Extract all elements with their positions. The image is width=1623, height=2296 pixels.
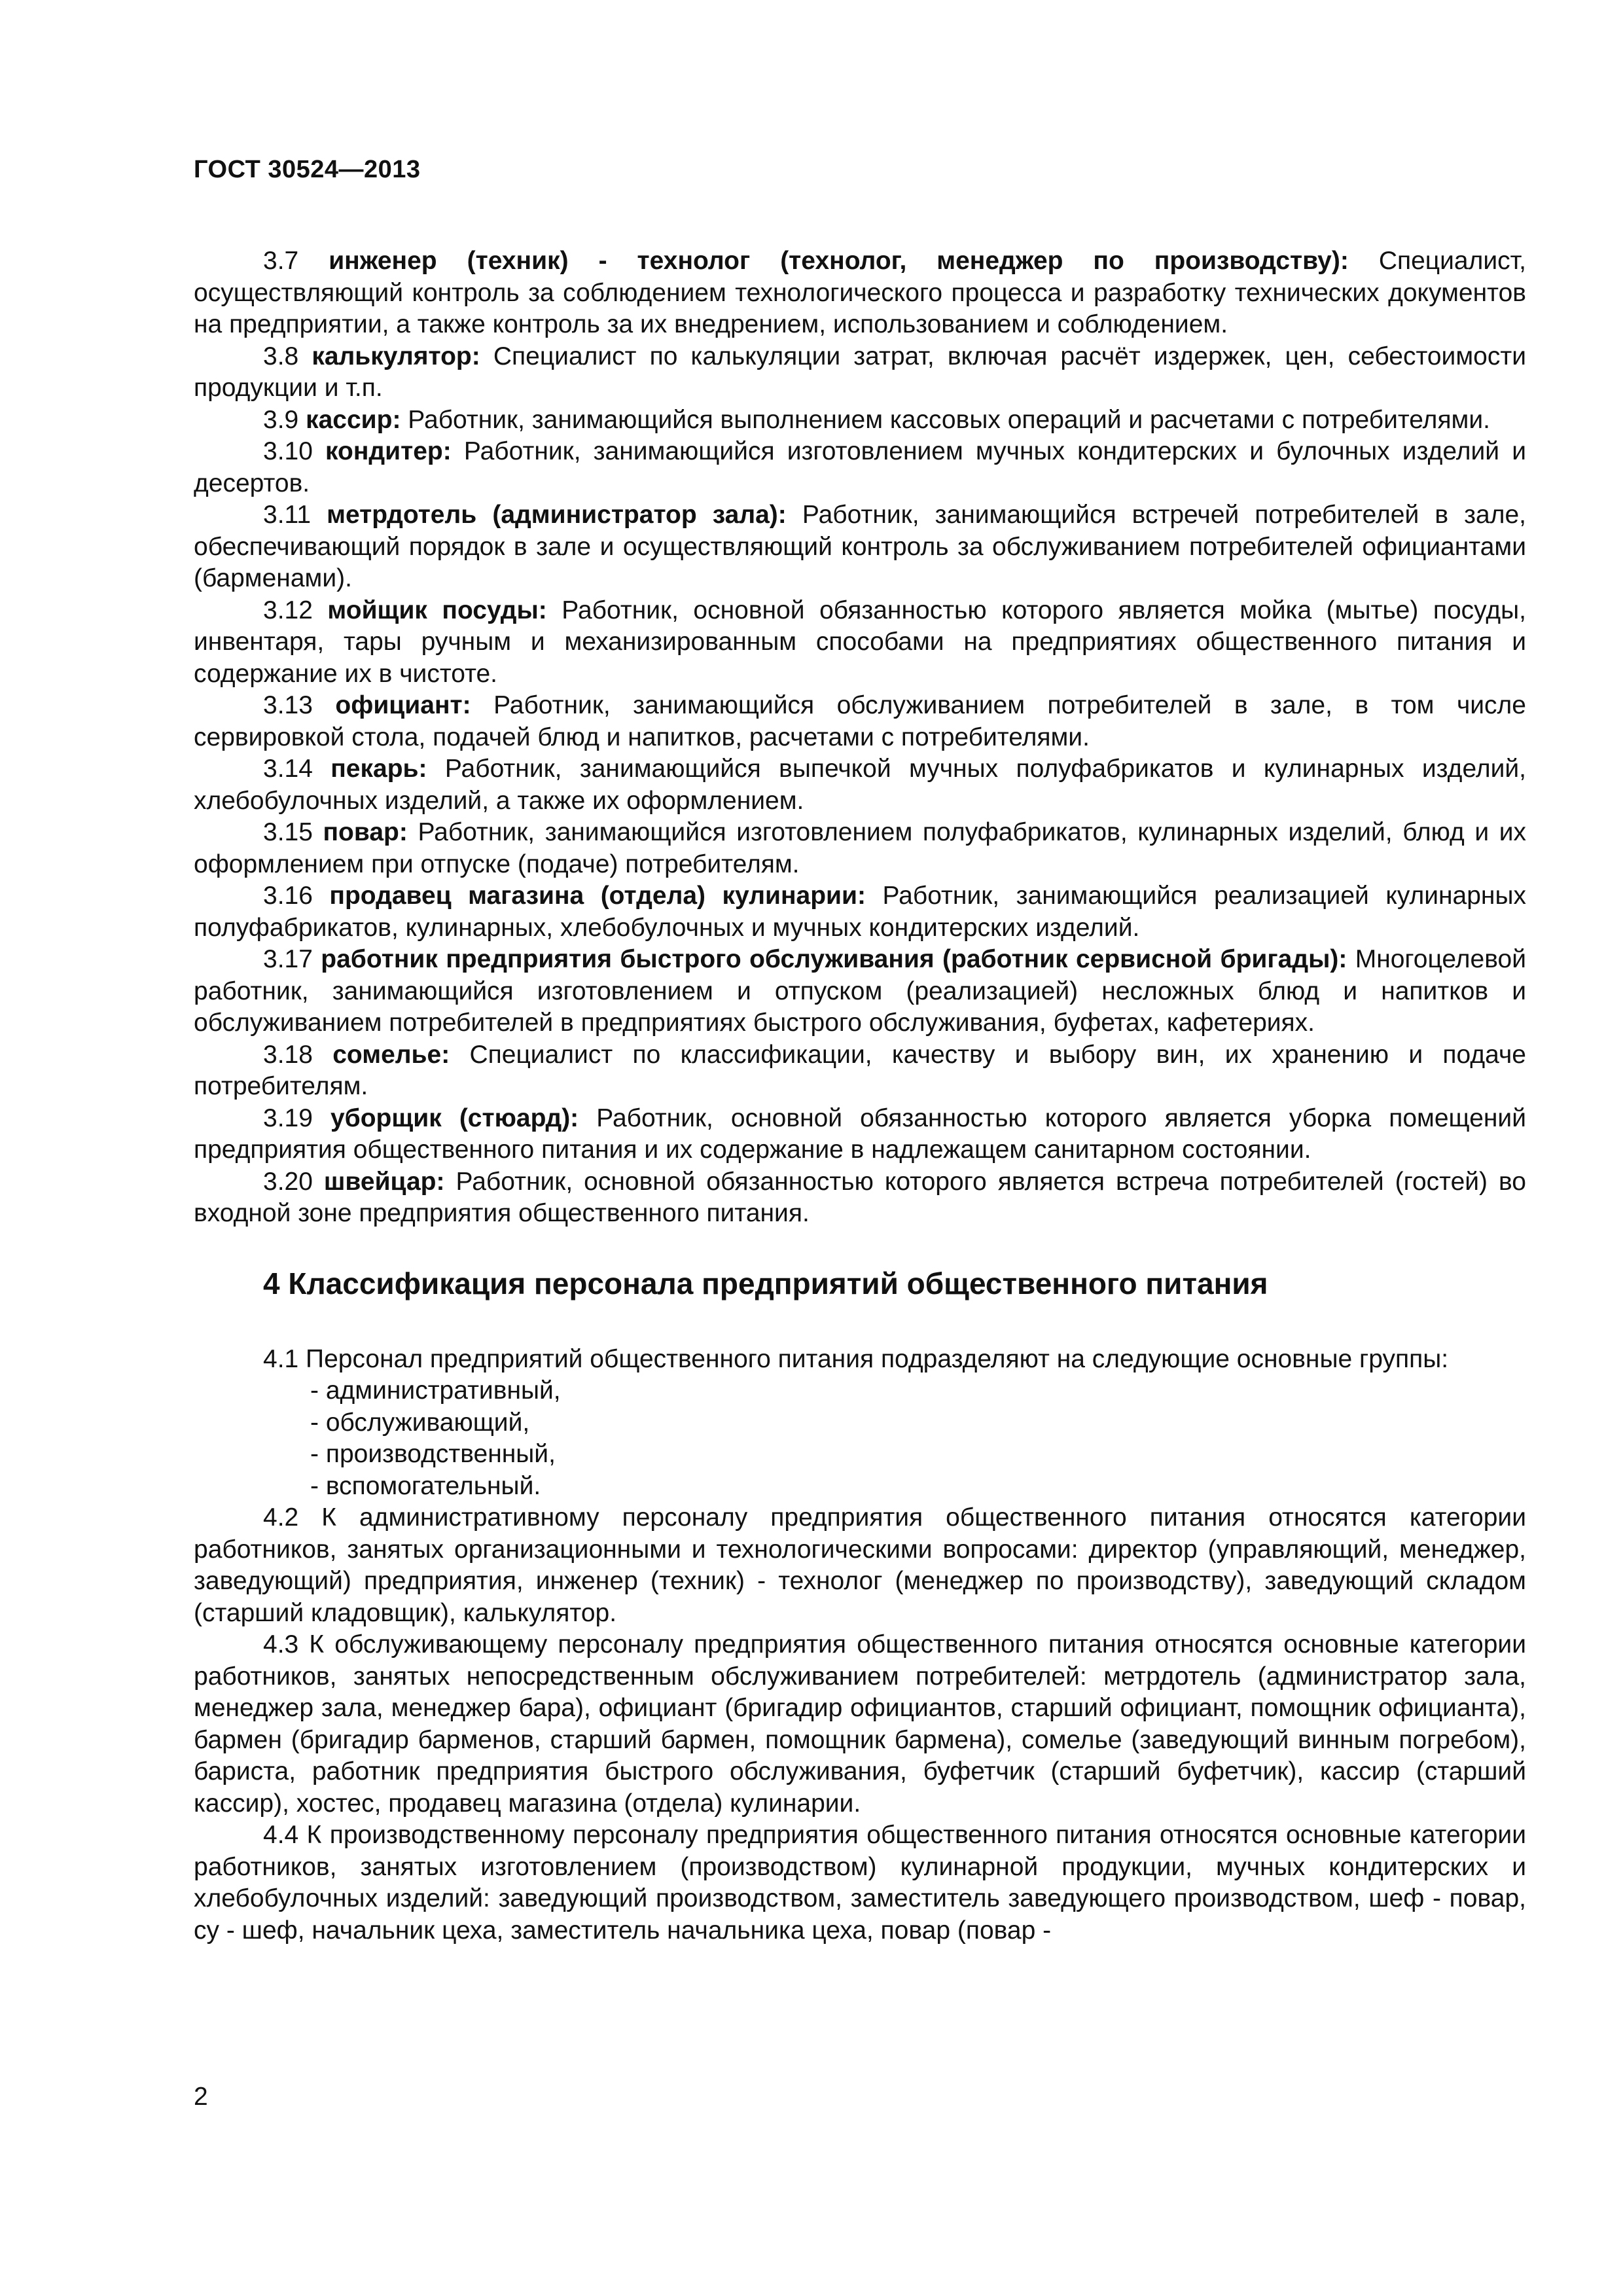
definition-number: 3.10 — [263, 437, 313, 465]
definition-3-11 — [194, 499, 1526, 595]
definition-3-18 — [194, 1039, 1526, 1103]
definition-number: 3.12 — [263, 596, 313, 624]
page-number: 2 — [194, 2083, 208, 2111]
definition-term: швейцар: — [323, 1167, 445, 1196]
personnel-groups-list — [194, 1375, 1526, 1502]
list-item: - вспомогательный. — [310, 1471, 541, 1500]
definition-text: Работник, основной обязанностью которого является мойка (мытье) посуды, инвентаря, тары ручным и механизированным способами на предприятиях общественного питания и содержание их в чистоте. — [194, 596, 1526, 688]
definition-term: уборщик (стюард): — [330, 1103, 579, 1132]
definition-term: повар: — [323, 818, 408, 846]
definition-number: 3.15 — [263, 818, 313, 846]
definition-term: сомелье: — [332, 1040, 450, 1069]
definition-number: 3.13 — [263, 691, 313, 719]
list-item: - обслуживающий, — [310, 1408, 530, 1437]
definition-3-14 — [194, 753, 1526, 817]
definition-text: Работник, занимающийся изготовлением полуфабрикатов, кулинарных изделий, блюд и их оформлением при отпуске (подаче) потребителям. — [194, 818, 1526, 878]
definition-text: Специалист по классификации, качеству и выбору вин, их хранению и подаче потребителям. — [194, 1040, 1526, 1100]
definition-number: 3.18 — [263, 1040, 313, 1069]
definition-term: продавец магазина (отдела) кулинарии: — [329, 882, 866, 910]
definition-text: Работник, занимающийся обслуживанием потребителей в зале, в том числе сервировкой стола, подачей блюд и напитков, расчетами с потребителями. — [194, 691, 1526, 751]
definition-3-7 — [194, 245, 1526, 341]
definition-3-20 — [194, 1166, 1526, 1230]
definition-term: мойщик посуды: — [327, 596, 547, 624]
definition-text: Работник, основной обязанностью которого является встреча потребителей (гостей) во входной зоне предприятия общественного питания. — [194, 1167, 1526, 1227]
definition-3-9 — [194, 404, 1526, 437]
definition-term: кассир: — [306, 405, 401, 434]
definition-number: 3.8 — [263, 342, 299, 370]
definition-text: Многоцелевой работник, занимающийся изготовлением и отпуском (реализацией) несложных блюд и напитков и обслуживанием потребителей в предприятиях быстрого обслуживания, буфетах, кафетериях. — [194, 945, 1526, 1037]
definition-text: Работник, занимающийся изготовлением мучных кондитерских и булочных изделий и десертов. — [194, 437, 1526, 497]
definition-3-17 — [194, 944, 1526, 1039]
definition-3-19 — [194, 1103, 1526, 1166]
definition-3-8 — [194, 341, 1526, 404]
list-item: - административный, — [310, 1376, 561, 1405]
document-header: ГОСТ 30524—2013 — [194, 156, 421, 183]
page-body — [194, 245, 1526, 1946]
definition-text: Специалист по калькуляции затрат, включая расчёт издержек, цен, себестоимости продукции и т.п. — [194, 342, 1526, 402]
definition-3-13 — [194, 690, 1526, 753]
definition-text: Работник, занимающийся встречей потребителей в зале, обеспечивающий порядок в зале и осуществляющий контроль за обслуживанием потребителей официантами (барменами). — [194, 501, 1526, 592]
definition-number: 3.17 — [263, 945, 313, 973]
paragraph-4-3: 4.3 К обслуживающему персоналу предприятия общественного питания относятся основные категории работников, занятых непосредственным обслуживанием потребителей: метрдотель (администратор зала, менеджер зала, менеджер бара), официант (бригадир официантов, старший официант, помощник официанта), бармен (бригадир барменов, старший бармен, помощник бармена), сомелье (заведующий винным погребом), бариста, работник предприятия быстрого обслуживания, буфетчик (старший буфетчик), кассир (старший кассир), хостес, продавец магазина (отдела) кулинарии. — [194, 1630, 1526, 1818]
definition-number: 3.9 — [263, 405, 299, 434]
paragraph-4-1: 4.1 Персонал предприятий общественного питания подразделяют на следующие основные группы: — [263, 1344, 1449, 1373]
definition-text: Работник, занимающийся реализацией кулинарных полуфабрикатов, кулинарных, хлебобулочных и мучных кондитерских изделий. — [194, 882, 1526, 942]
definition-number: 3.20 — [263, 1167, 313, 1196]
definition-3-12 — [194, 595, 1526, 691]
definition-term: официант: — [335, 691, 471, 719]
definition-3-10 — [194, 436, 1526, 499]
definition-number: 3.19 — [263, 1103, 313, 1132]
definition-term: работник предприятия быстрого обслуживания (работник сервисной бригады): — [321, 945, 1347, 973]
definition-text: Специалист, осуществляющий контроль за соблюдением технологического процесса и разработку технических документов на предприятии, а также контроль за их внедрением, использованием и соблюдением. — [194, 247, 1527, 338]
definition-term: метрдотель (администратор зала): — [327, 501, 787, 529]
paragraph-4-2: 4.2 К административному персоналу предприятия общественного питания относятся категории работников, занятых организационными и технологическими вопросами: директор (управляющий, менеджер, заведующий) предприятия, инженер (техник) - технолог (менеджер по производству), заведующий складом (старший кладовщик), калькулятор. — [194, 1503, 1526, 1627]
definition-number: 3.14 — [263, 755, 313, 783]
definition-3-16 — [194, 880, 1526, 944]
definition-term: пекарь: — [330, 755, 427, 783]
definition-term: инженер (техник) - технолог (технолог, менеджер по производству): — [329, 247, 1349, 275]
definition-number: 3.7 — [263, 247, 299, 275]
list-item: - производственный, — [310, 1440, 556, 1468]
definition-term: калькулятор: — [312, 342, 480, 370]
definition-number: 3.16 — [263, 882, 313, 910]
definition-text: Работник, занимающийся выпечкой мучных полуфабрикатов и кулинарных изделий, хлебобулочных изделий, а также их оформлением. — [194, 755, 1526, 815]
definition-text: Работник, основной обязанностью которого является уборка помещений предприятия общественного питания и их содержание в надлежащем санитарном состоянии. — [194, 1103, 1526, 1164]
paragraph-4-4: 4.4 К производственному персоналу предприятия общественного питания относятся основные категории работников, занятых изготовлением (производством) кулинарной продукции, мучных кондитерских и хлебобулочных изделий: заведующий производством, заместитель заведующего производством, шеф - повар, су - шеф, начальник цеха, заместитель начальника цеха, повар (повар - — [194, 1821, 1526, 1945]
definition-number: 3.11 — [263, 501, 312, 529]
definition-term: кондитер: — [325, 437, 452, 465]
definition-3-15 — [194, 817, 1526, 880]
section-4-title: 4 Классификация персонала предприятий общественного питания — [263, 1266, 1268, 1300]
definition-text: Работник, занимающийся выполнением кассовых операций и расчетами с потребителями. — [408, 405, 1490, 434]
